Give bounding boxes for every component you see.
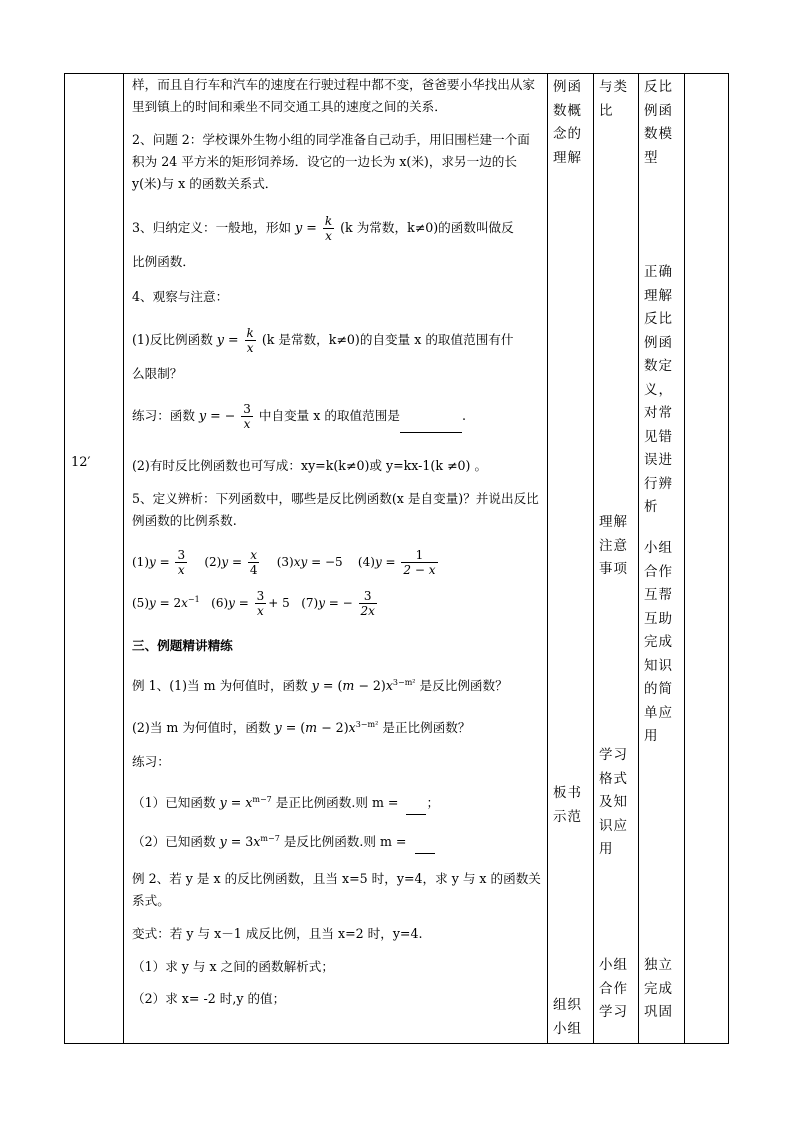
teacher-activity-top: 例函数概念的理解 <box>553 79 582 166</box>
divider <box>684 74 685 1043</box>
answer-blank[interactable] <box>415 831 435 854</box>
teacher-activity-mid: 板书示范 <box>553 785 582 825</box>
time-column <box>65 74 123 1043</box>
divider <box>638 74 639 1043</box>
paragraph: （2）求 x= -2 时,y 的值； <box>132 991 286 1006</box>
paragraph: 例 2、若 y 是 x 的反比例函数，且当 x=5 时，y=4，求 y 与 x 的函数关系式。 <box>132 871 541 908</box>
lesson-table <box>64 73 729 1044</box>
paragraph: 比例函数． <box>132 254 195 269</box>
divider <box>593 74 594 1043</box>
paragraph: 2、问题 2：学校课外生物小组的同学准备自己动手，用旧围栏建一个面积为 24 平方米的矩形饲养场．设它的一边长为 x(米)，求另一边的长 y(米)与 x 的函数关系式． <box>132 132 530 191</box>
text: (1)反比例函数 <box>132 332 213 347</box>
example-line: 例 1、(1)当 m 为何值时，函数 $y = (m - 2)x^{3-m^2}$ 是反比例函数？ <box>132 678 508 694</box>
function-list-row2: $(5)y = 2x^{-1}$ (6)y = $\frac{3}{x}$ + 5 (7)y = − $\frac{3}{2x}$ <box>132 589 375 618</box>
paragraph: 4、观察与注意： <box>132 289 229 304</box>
note-line: (1)反比例函数 y = $\frac{k}{x}$ (k 是常数，k≠0)的自变量 x 的取值范围有什 <box>132 326 514 355</box>
design-intent-mid2: 小组合作互帮互助完成知识的简单应用 <box>644 540 673 744</box>
teacher-activity-bot: 组织小组 <box>553 997 582 1037</box>
paragraph: 变式：若 y 与 x－1 成反比例，且当 x=2 时，y=4. <box>132 926 423 941</box>
text: 3、归纳定义：一般地，形如 <box>132 220 292 235</box>
answer-blank[interactable] <box>400 400 462 433</box>
paragraph: (2)有时反比例函数也可写成：xy=k(k≠0)或 y=kx-1(k ≠0) 。 <box>132 458 488 473</box>
exercise-line: （2）已知函数 $y = 3x^{m-7}$ 是反比例函数.则 m = <box>132 828 541 854</box>
paragraph: 么限制？ <box>132 366 183 381</box>
student-activity-mid2: 学习格式及知识应用 <box>599 747 628 857</box>
student-activity-bot: 小组合作学习 <box>599 957 628 1020</box>
student-activity-top: 与类比 <box>599 79 628 119</box>
definition-line: 3、归纳定义：一般地，形如 y = $\frac{k}{x}$ (k 为常数，k≠0)的函数叫做反 <box>132 214 514 243</box>
paragraph: （1）求 y 与 x 之间的函数解析式； <box>132 959 334 974</box>
divider <box>123 74 124 1043</box>
fraction-k-over-x: $\frac{k}{x}$ <box>324 214 333 243</box>
text: 是反比例函数？ <box>419 678 508 694</box>
example-line: (2)当 m 为何值时，函数 $y = (m - 2)x^{3-m^2}$ 是正比例函数？ <box>132 720 471 736</box>
text: (k 是常数，k≠0)的自变量 x 的取值范围有什 <box>261 332 514 347</box>
time-label: 12′ <box>71 455 91 470</box>
text: 中自变量 x 的取值范围是 <box>258 408 400 423</box>
text: (2)当 m 为何值时，函数 <box>132 720 271 736</box>
fraction-3-over-x: $\frac{3}{x}$ <box>243 402 251 431</box>
text: 是正比例函数.则 m = <box>275 795 399 811</box>
text: 例 1、(1)当 m 为何值时，函数 <box>132 678 308 694</box>
text: (k 为常数，k≠0)的函数叫做反 <box>340 220 514 235</box>
answer-blank[interactable] <box>406 792 426 815</box>
fraction-k-over-x: $\frac{k}{x}$ <box>246 326 254 355</box>
paragraph: 样，而且自行车和汽车的速度在行驶过程中都不变，爸爸要小华找出从家里到镇上的时间和乘坐不同交通工具的速度之间的关系． <box>132 77 535 114</box>
text: 是正比例函数？ <box>382 720 471 736</box>
design-intent-top: 反比例函数模型 <box>644 79 673 166</box>
design-intent-bot: 独立完成巩固 <box>644 957 673 1020</box>
text: 是反比例函数.则 m = <box>283 834 407 850</box>
paragraph: 5、定义辨析：下列函数中，哪些是反比例函数(x 是自变量)？并说出反比例函数的比例系数. <box>132 491 539 528</box>
student-activity-mid1: 理解注意事项 <box>599 514 628 577</box>
text: 练习：函数 <box>132 408 195 423</box>
section-heading: 三、例题精讲精练 <box>132 638 233 653</box>
design-intent-mid1: 正确理解反比例函数定义，对常见错误进行辨析 <box>644 264 673 515</box>
paragraph: 练习： <box>132 754 170 769</box>
text: （2）已知函数 <box>132 834 216 850</box>
divider <box>547 74 548 1043</box>
practice-line: 练习：函数 y = − $\frac{3}{x}$ 中自变量 x 的取值范围是 . <box>132 402 466 431</box>
exercise-line: （1）已知函数 $y = x^{m-7}$ 是正比例函数.则 m = ； <box>132 789 541 815</box>
text: （1）已知函数 <box>132 795 216 811</box>
function-list-row1: (1)y = $\frac{3}{x}$ (2)y = $\frac{x}{4}$ (3)xy = −5 (4)y = $\frac{1}{2 - x}$ <box>132 548 436 577</box>
content-column <box>125 74 545 1043</box>
